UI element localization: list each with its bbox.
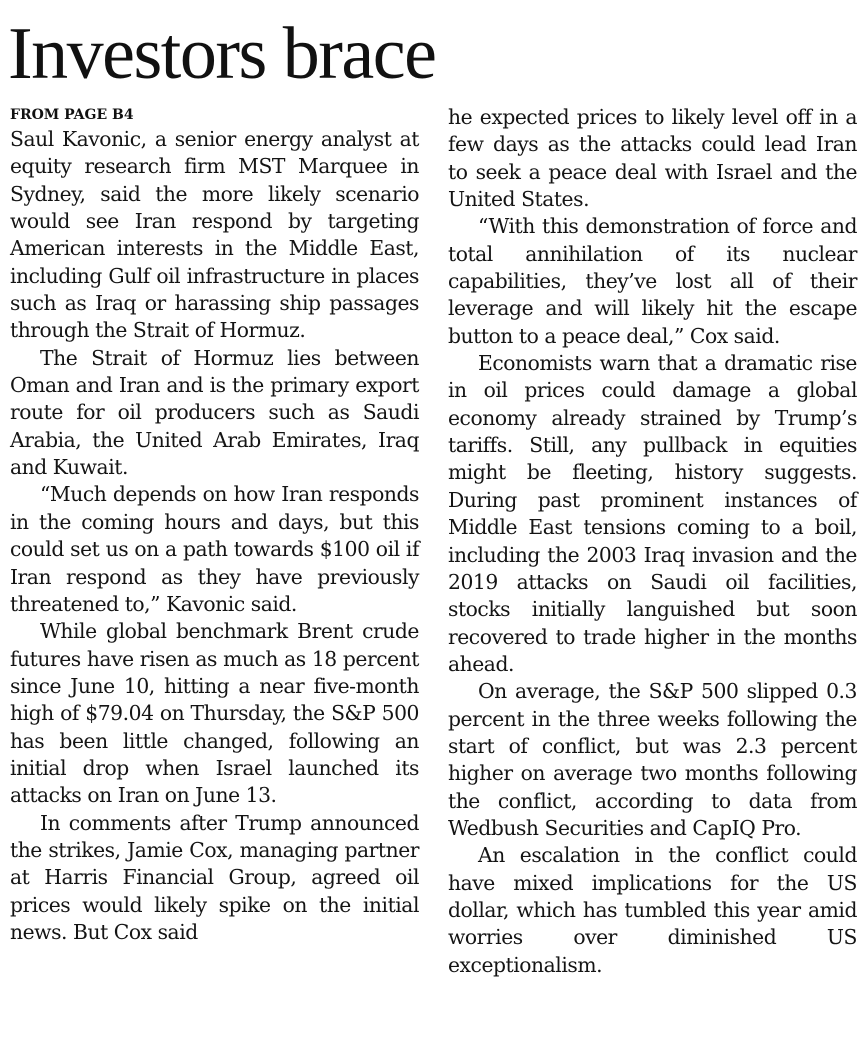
paragraph: The Strait of Hormuz lies between Oman and Iran and is the primary export route for oil producers such as Saudi Arabia, the United Arab Emirates, Iraq and Kuwait. xyxy=(10,345,419,480)
paragraph: “With this demonstration of force and total annihilation of its nuclear capabilities, they’ve lost all of their leverage and will likely hit the escape button to a peace deal,” Cox said. xyxy=(448,214,857,348)
paragraph: While global benchmark Brent crude futures have risen as much as 18 percent since June 10, hitting a near five-month high of $79.04 on Thursday, the S&P 500 has been little changed, following an initial drop when Israel launched its attacks on Iran on June 13. xyxy=(10,619,419,808)
headline: Investors brace xyxy=(8,13,436,95)
paragraph: “Much depends on how Iran responds in the coming hours and days, but this could set us on a path towards $100 oil if Iran respond as they have previously threatened to,” Kavonic said. xyxy=(10,482,419,616)
article-column-right xyxy=(448,104,857,979)
article-column-left xyxy=(10,104,419,946)
paragraph: Saul Kavonic, a senior energy analyst at equity research firm MST Marquee in Sydney, said the more likely scenario would see Iran respond by targeting American interests in the Middle East, including Gulf oil infrastructure in places such as Iraq or harassing ship passages through the Strait of Hormuz. xyxy=(10,127,419,343)
paragraph: he expected prices to likely level off in a few days as the attacks could lead Iran to seek a peace deal with Israel and the United States. xyxy=(448,105,857,212)
continuation-kicker: FROM PAGE B4 xyxy=(10,107,134,123)
paragraph: Economists warn that a dramatic rise in oil prices could damage a global economy already strained by Trump’s tariffs. Still, any pullback in equities might be fleeting, history suggests. During past prominent instances of Middle East tensions coming to a boil, including the 2003 Iraq invasion and the 2019 attacks on Saudi oil facilities, stocks initially languished but soon recovered to trade higher in the months ahead. xyxy=(448,351,857,676)
paragraph: On average, the S&P 500 slipped 0.3 percent in the three weeks following the start of conflict, but was 2.3 percent higher on average two months following the conflict, according to data from Wedbush Securities and CapIQ Pro. xyxy=(448,679,857,840)
paragraph: In comments after Trump announced the strikes, Jamie Cox, managing partner at Harris Financial Group, agreed oil prices would likely spike on the initial news. But Cox said xyxy=(10,810,419,944)
paragraph: An escalation in the conflict could have mixed implications for the US dollar, which has tumbled this year amid worries over diminished US exceptionalism. xyxy=(448,843,857,977)
